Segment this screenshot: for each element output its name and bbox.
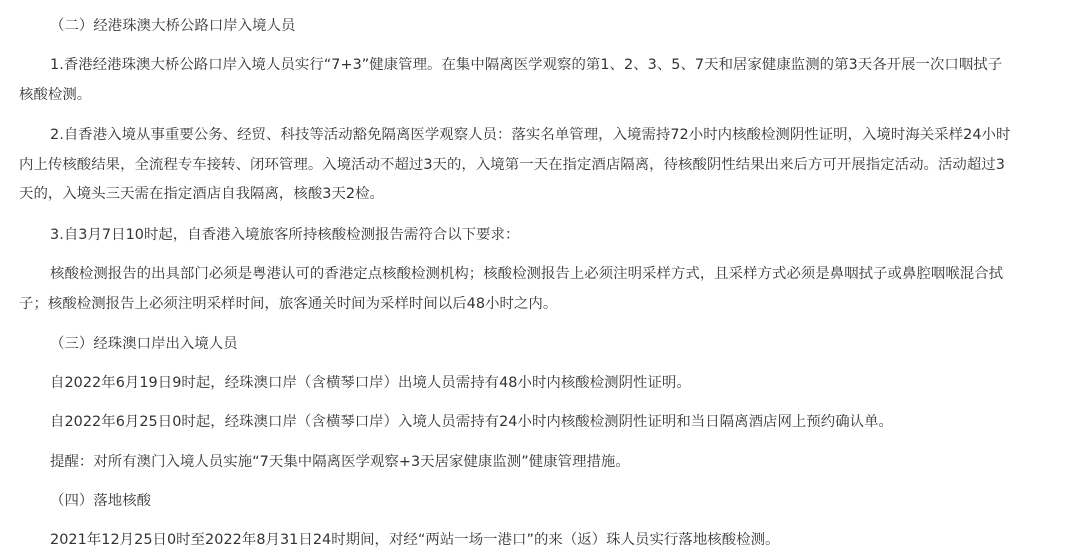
paragraph-4-line-2: 子；核酸检测报告上必须注明采样时间，旅客通关时间为采样时间以后48小时之内。 bbox=[19, 296, 558, 312]
paragraph-1-line-2: 核酸检测。 bbox=[19, 87, 92, 103]
section-heading-2: （二）经港珠澳大桥公路口岸入境人员 bbox=[50, 18, 296, 34]
paragraph-6: 自2022年6月25日0时起，经珠澳口岸（含横琴口岸）入境人员需持有24小时内核酸检测阴性证明和当日隔离酒店网上预约确认单。 bbox=[50, 414, 893, 430]
paragraph-2-line-2: 内上传核酸结果，全流程专车接转、闭环管理。入境活动不超过3天的，入境第一天在指定酒店隔离，待核酸阴性结果出来后方可开展指定活动。活动超过3 bbox=[19, 157, 1005, 173]
paragraph-7: 提醒：对所有澳门入境人员实施“7天集中隔离医学观察+3天居家健康监测”健康管理措施。 bbox=[50, 454, 630, 470]
paragraph-3: 3.自3月7日10时起，自香港入境旅客所持核酸检测报告需符合以下要求： bbox=[50, 227, 520, 243]
paragraph-2-line-1: 2.自香港入境从事重要公务、经贸、科技等活动豁免隔离医学观察人员：落实名单管理，入境需持72小时内核酸检测阴性证明，入境时海关采样24小时 bbox=[50, 127, 1011, 143]
paragraph-8: 2021年12月25日0时至2022年8月31日24时期间，对经“两站一场一港口”的来（返）珠人员实行落地核酸检测。 bbox=[50, 532, 780, 548]
paragraph-2-line-3: 天的，入境头三天需在指定酒店自我隔离，核酸3天2检。 bbox=[19, 186, 384, 202]
section-heading-3: （三）经珠澳口岸出入境人员 bbox=[50, 336, 238, 352]
paragraph-4-line-1: 核酸检测报告的出具部门必须是粤港认可的香港定点核酸检测机构；核酸检测报告上必须注明采样方式，且采样方式必须是鼻咽拭子或鼻腔咽喉混合拭 bbox=[50, 266, 1004, 282]
paragraph-1-line-1: 1.香港经港珠澳大桥公路口岸入境人员实行“7+3”健康管理。在集中隔离医学观察的第1、2、3、5、7天和居家健康监测的第3天各开展一次口咽拭子 bbox=[50, 57, 1003, 73]
paragraph-5: 自2022年6月19日9时起，经珠澳口岸（含横琴口岸）出境人员需持有48小时内核酸检测阴性证明。 bbox=[50, 375, 691, 391]
section-heading-4: （四）落地核酸 bbox=[50, 493, 152, 509]
